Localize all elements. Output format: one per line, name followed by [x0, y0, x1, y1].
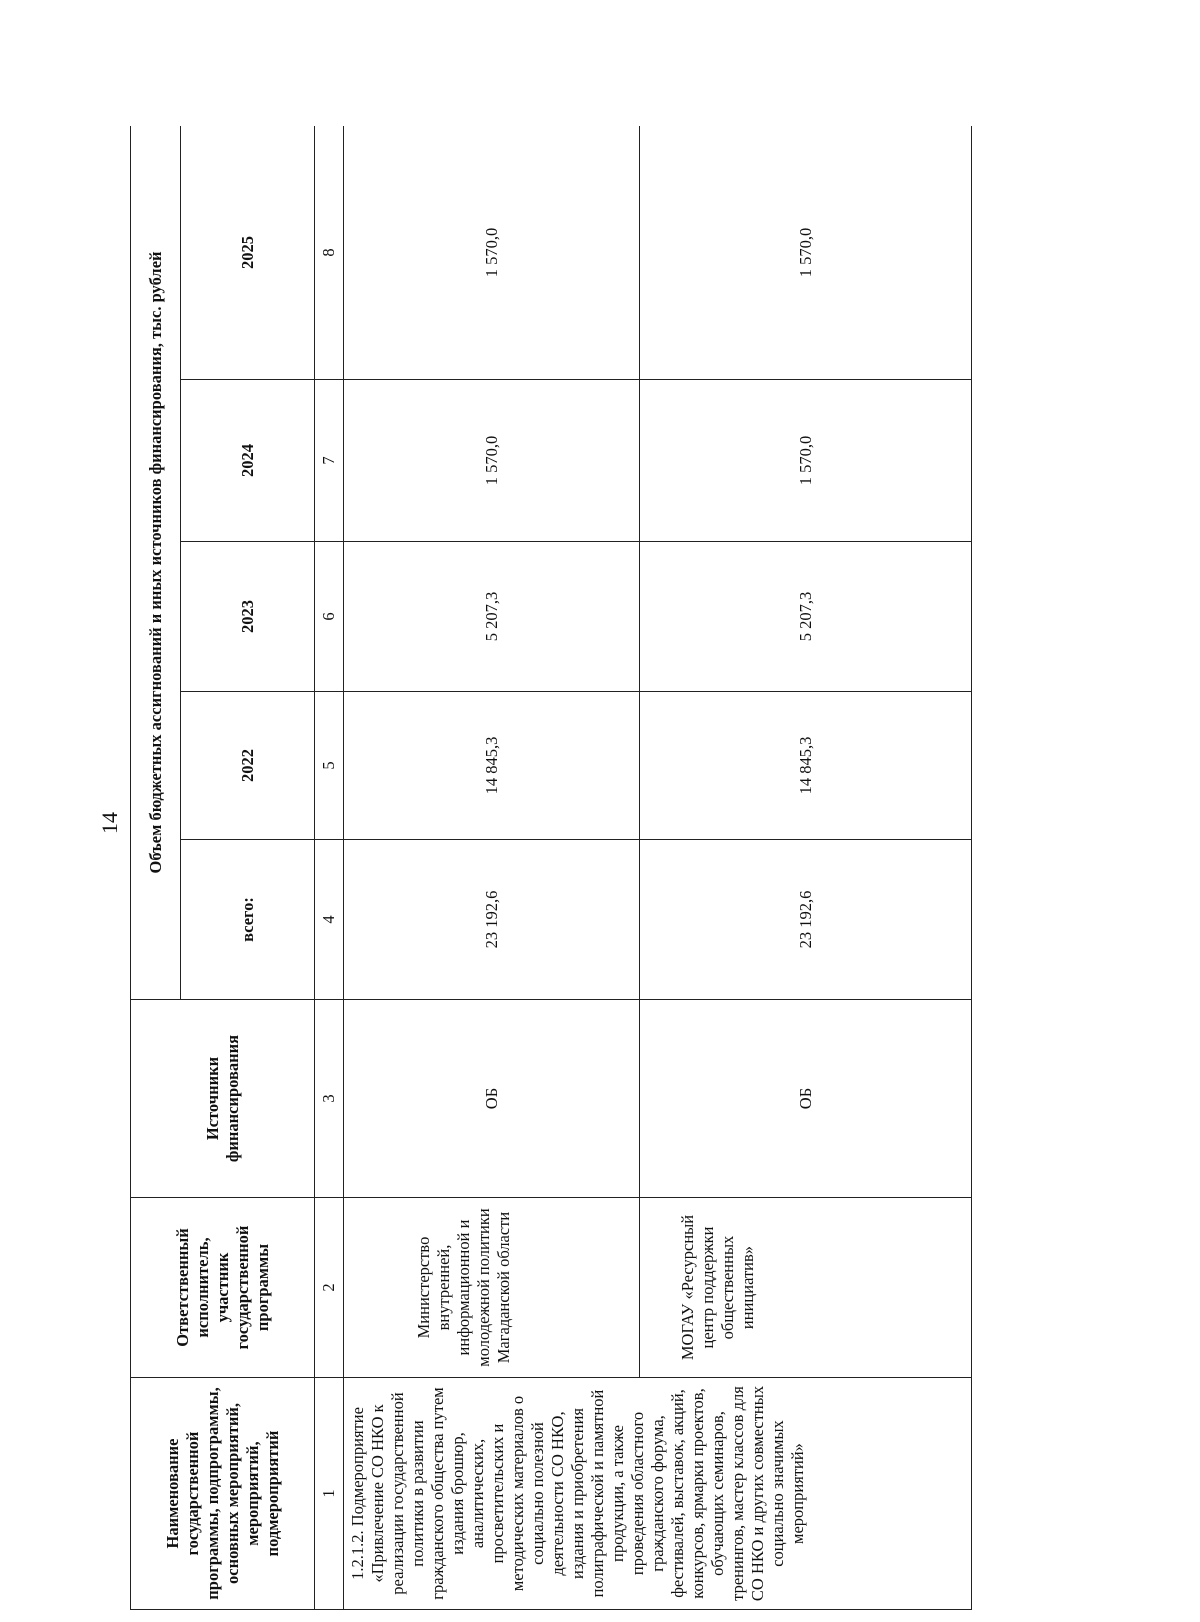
column-number: 3 [315, 1000, 344, 1198]
value-2024-cell: 1 570,0 [640, 380, 972, 542]
header-responsible: Ответственный исполнитель, участник государственной программы [131, 1198, 315, 1378]
column-number: 6 [315, 542, 344, 692]
financing-table [130, 126, 972, 1610]
header-2023: 2023 [181, 542, 315, 692]
value-2025-cell: 1 570,0 [344, 126, 640, 380]
rotated-table-area [130, 126, 972, 1610]
total-cell: 23 192,6 [640, 840, 972, 1000]
subactivity-description: 1.2.1.2. Подмероприятие «Привлечение СО НКО к реализации государственной политики в развитии гражданского общества путем издания брошюр, аналитических, просветительских и методических материалов о социально полезной деятельности СО НКО, издания и приобретения полиграфической и памятной продукции, а также проведения областного гражданского форума, фестивалей, выставок, акций, конкурсов, ярмарки проектов, обучающих семинаров, тренингов, мастер классов для СО НКО и других совместных социально значимых мероприятий» [344, 1378, 972, 1610]
header-2025: 2025 [181, 126, 315, 380]
value-2022-cell: 14 845,3 [640, 692, 972, 840]
value-2023-cell: 5 207,3 [640, 542, 972, 692]
value-2022-cell: 14 845,3 [344, 692, 640, 840]
source-cell: ОБ [344, 1000, 640, 1198]
header-name: Наименование государственной программы, подпрограммы, основных мероприятий, мероприятий, подмероприятий [131, 1378, 315, 1610]
value-2024-cell: 1 570,0 [344, 380, 640, 542]
value-2023-cell: 5 207,3 [344, 542, 640, 692]
column-number: 7 [315, 380, 344, 542]
header-2022: 2022 [181, 692, 315, 840]
page-number: 14 [97, 812, 122, 834]
source-cell: ОБ [640, 1000, 972, 1198]
column-number: 1 [315, 1378, 344, 1610]
header-total: всего: [181, 840, 315, 1000]
total-cell: 23 192,6 [344, 840, 640, 1000]
column-number: 4 [315, 840, 344, 1000]
column-number: 8 [315, 126, 344, 380]
value-2025-cell: 1 570,0 [640, 126, 972, 380]
column-number: 5 [315, 692, 344, 840]
header-2024: 2024 [181, 380, 315, 542]
responsible-resource-center: МОГАУ «Ресурсный центр поддержки общественных инициатив» [640, 1198, 972, 1378]
column-number: 2 [315, 1198, 344, 1378]
responsible-ministry: Министерство внутренней, информационной и молодежной политики Магаданской области [344, 1198, 640, 1378]
header-volume-group: Объем бюджетных ассигнований и иных источников финансирования, тыс. рублей [131, 126, 181, 1000]
header-sources: Источники финансирования [131, 1000, 315, 1198]
